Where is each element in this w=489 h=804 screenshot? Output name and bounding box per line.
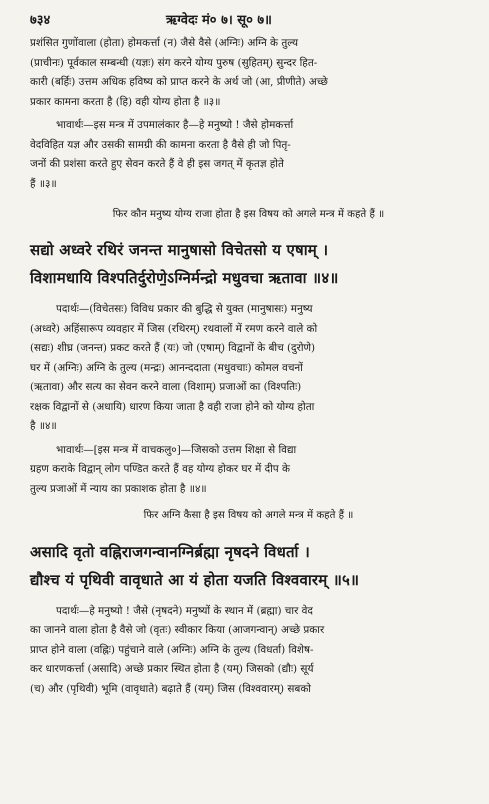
padartha-4 <box>30 300 467 437</box>
text-line: रक्षक विद्वानों से (अधायि) धारण किया जाता है वही राजा होने को योग्य होता <box>30 400 315 413</box>
text-line: जनों की प्रशंसा करते हुए सेवन करते हैं वे ही इस जगत् में कृतज्ञ होते <box>30 158 284 170</box>
bhavartha-4 <box>30 441 467 500</box>
text-line: (च) और (पृथिवी) भूमि (वावृधाते) बढ़ाते हैं (यम्) जिस (विश्ववारम्) सबको <box>30 682 312 695</box>
mantra-line: सद्यो अध्वरे रथिरं जनन्त मानुषासो विचेतसो य एषाम् । <box>30 241 329 260</box>
page-number: ७३४ <box>30 13 51 28</box>
text-line: ग्रहण कराके विद्वान् लोग पण्डित करते हैं वह योग्य होकर घर में दीप के <box>30 463 290 476</box>
mantra-5 <box>30 538 467 594</box>
running-head: ऋग्वेदः मं० ७। सू० ७॥ <box>166 13 272 28</box>
mantra-4 <box>30 236 467 292</box>
text-line: वेदविहित यज्ञ और उसकी सामग्री की कामना करता है वैसे ही जो पितृ- <box>30 138 291 151</box>
text-line: हैं ॥३॥ <box>30 177 57 190</box>
text-line: पदार्थः—(विचेतसः) विविध प्रकार की बुद्धि से युक्त (मानुषासः) मनुष्य <box>56 303 313 316</box>
text-line: तुल्य प्रजाओं में न्याय का प्रकाशक होता है ॥४॥ <box>30 482 207 495</box>
mantra-intro: फिर कौन मनुष्य योग्य राजा होता है इस विषय को अगले मन्त्र में कहते हैं ॥ <box>112 209 385 221</box>
text-line: भावार्थः—इस मन्त्र में उपमालंकार है—हे मनुष्यो ! जैसे होमकर्त्ता <box>56 119 294 131</box>
text-line: भावार्थः—[इस मन्त्र में वाचकलु०]—जिसको उत्तम शिक्षा से विद्या <box>56 443 297 456</box>
text-line: (सद्यः) शीघ्र (जनन्त) प्रकट करते हैं (यः) जो (एषाम्) विद्वानों के बीच (दुरोणे) <box>30 342 316 355</box>
mantra-line: द्यौश्च यं पृथिवी वावृधाते आ यं होता यजति विश्ववारम् ॥५॥ <box>30 570 360 589</box>
text-line: प्रशंसित गुणोंवाला (होता) होमकर्त्ता (न) जैसे वैसे (अग्निः) अग्नि के तुल्य <box>30 37 299 49</box>
text-line: पदार्थः—हे मनुष्यो ! जैसे (नृषदने) मनुष्यों के स्थान में (ब्रह्मा) चार वेद <box>56 604 313 617</box>
text-line: घर में (अग्निः) अग्नि के तुल्य (मन्द्रः) आनन्ददाता (मधुवचाः) कोमल वचनों <box>30 361 303 374</box>
mantra-line: विशामधायि विश्पतिर्दुरोणे॒ऽग्निर्मन्द्रो मधुवचा ऋतावा ॥४॥ <box>30 269 339 288</box>
text-line: कारी (बर्हिः) उत्तम अधिक हविष्य को प्राप्त करने के अर्थ जो (आ, प्रीणीते) अच्छे <box>30 76 328 88</box>
page-header <box>30 10 467 34</box>
text-line: (प्राचीनः) पूर्वकाल सम्बन्धी (यज्ञः) संग करने योग्य पुरुष (सुहितम्) सुन्दर हित- <box>30 56 318 69</box>
text-line: का जानने वाला होता है वैसे जो (वृतः) स्वीकार किया (आजगन्वान्) अच्छे प्रकार <box>30 624 325 637</box>
text-line: प्राप्त होने वाला (वह्निः) पहुंचाने वाले (अग्निः) अग्नि के तुल्य (विधर्ता) विशेष- <box>30 643 314 656</box>
text-line: कर धारणकर्त्ता (असादि) अच्छे प्रकार स्थित होता है (यम्) जिसको (द्यौः) सूर्य <box>30 663 314 676</box>
text-line: (ऋतावा) और सत्य का सेवन करने वाला (विशाम्) प्रजाओं का (विश्पतिः) <box>30 381 302 394</box>
bhavartha-3 <box>30 116 467 194</box>
text-line: प्रकार कामना करता है (हि) वही योग्य होता है ॥३॥ <box>30 95 221 108</box>
mantra-intro: फिर अग्नि कैसा है इस विषय को अगले मन्त्र में कहते हैं ॥ <box>143 510 354 522</box>
mantra-line: असादि वृतो वह्निराजगन्वानग्निर्ब्रह्मा नृषदने विधर्ता । <box>30 542 310 561</box>
padartha-continuation <box>30 34 467 112</box>
text-line: (अध्वरे) अहिंसारूप व्यवहार में जिस (रथिरम्) रथवालों में रमण करने वाले को <box>30 322 318 335</box>
padartha-5 <box>30 602 467 700</box>
text-line: है ॥४॥ <box>30 420 57 433</box>
